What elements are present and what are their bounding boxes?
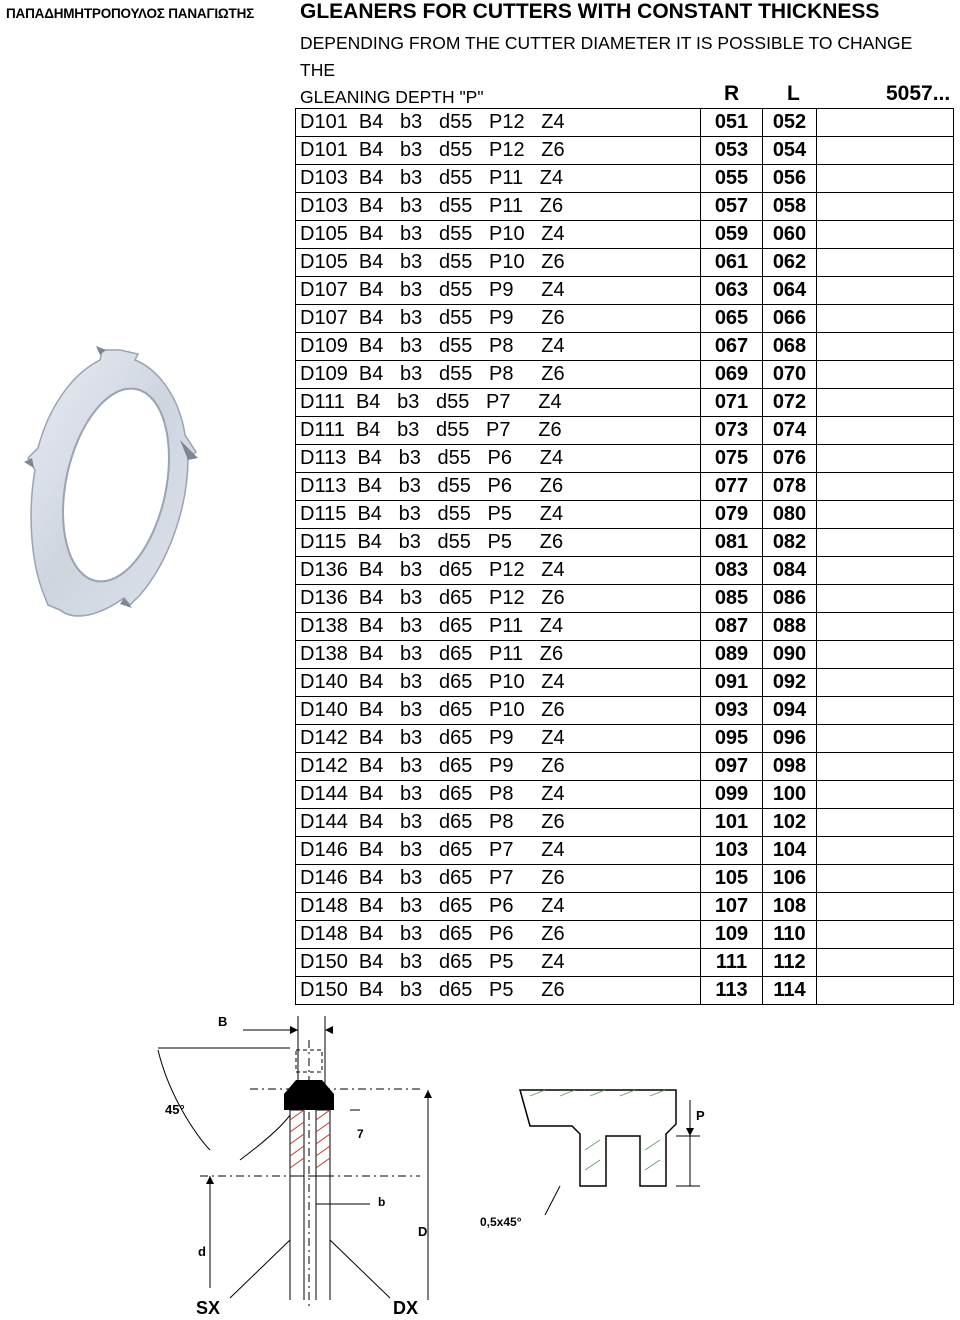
- cell-code-l: 114: [763, 977, 817, 1005]
- table-row: [296, 221, 954, 249]
- cell-code-r: 073: [701, 417, 763, 445]
- cell-code-l: 088: [763, 613, 817, 641]
- cell-blank: [817, 417, 954, 445]
- cell-blank: [817, 445, 954, 473]
- cell-code-l: 104: [763, 837, 817, 865]
- label-d: d: [198, 1244, 206, 1259]
- cell-code-r: 079: [701, 501, 763, 529]
- cell-blank: [817, 921, 954, 949]
- cell-code-l: 098: [763, 753, 817, 781]
- cell-code-l: 072: [763, 389, 817, 417]
- table-row: [296, 305, 954, 333]
- cell-blank: [817, 949, 954, 977]
- cell-desc: D109 B4 b3 d55 P8 Z4: [296, 333, 701, 361]
- cell-code-r: 113: [701, 977, 763, 1005]
- cell-blank: [817, 865, 954, 893]
- cell-code-l: 080: [763, 501, 817, 529]
- table-row: [296, 473, 954, 501]
- cell-desc: D140 B4 b3 d65 P10 Z6: [296, 697, 701, 725]
- cell-code-l: 074: [763, 417, 817, 445]
- label-big-d: D: [418, 1224, 428, 1239]
- cell-code-l: 106: [763, 865, 817, 893]
- cell-code-r: 109: [701, 921, 763, 949]
- cell-code-r: 083: [701, 557, 763, 585]
- cell-desc: D140 B4 b3 d65 P10 Z4: [296, 669, 701, 697]
- table-row: [296, 753, 954, 781]
- subtitle-line-2: GLEANING DEPTH "P": [300, 87, 484, 107]
- cell-code-r: 069: [701, 361, 763, 389]
- page-title: GLEANERS FOR CUTTERS WITH CONSTANT THICKNESS: [300, 0, 880, 23]
- label-b-upper: B: [218, 1014, 228, 1029]
- table-row: [296, 697, 954, 725]
- cell-code-r: 061: [701, 249, 763, 277]
- cell-desc: D142 B4 b3 d65 P9 Z4: [296, 725, 701, 753]
- cell-blank: [817, 389, 954, 417]
- cell-code-r: 095: [701, 725, 763, 753]
- cell-desc: D150 B4 b3 d65 P5 Z4: [296, 949, 701, 977]
- cell-code-r: 053: [701, 137, 763, 165]
- label-dx: DX: [393, 1298, 419, 1318]
- table-row: [296, 613, 954, 641]
- cell-code-r: 075: [701, 445, 763, 473]
- cell-code-l: 108: [763, 893, 817, 921]
- cell-blank: [817, 277, 954, 305]
- subtitle-line-1: DEPENDING FROM THE CUTTER DIAMETER IT IS POSSIBLE TO CHANGE THE: [300, 33, 913, 80]
- table-row: [296, 417, 954, 445]
- cell-code-l: 086: [763, 585, 817, 613]
- table-row: [296, 837, 954, 865]
- cell-blank: [817, 333, 954, 361]
- table-row: [296, 361, 954, 389]
- cell-desc: D113 B4 b3 d55 P6 Z4: [296, 445, 701, 473]
- column-header-l: L: [787, 82, 800, 105]
- cell-desc: D109 B4 b3 d55 P8 Z6: [296, 361, 701, 389]
- label-b-lower: b: [378, 1195, 386, 1209]
- cell-blank: [817, 249, 954, 277]
- cell-code-l: 056: [763, 165, 817, 193]
- label-seven: 7: [357, 1127, 364, 1141]
- cell-code-l: 082: [763, 529, 817, 557]
- table-row: [296, 557, 954, 585]
- cell-blank: [817, 669, 954, 697]
- cell-code-r: 103: [701, 837, 763, 865]
- cell-desc: D103 B4 b3 d55 P11 Z4: [296, 165, 701, 193]
- cell-desc: D103 B4 b3 d55 P11 Z6: [296, 193, 701, 221]
- cell-blank: [817, 221, 954, 249]
- cell-blank: [817, 361, 954, 389]
- table-row: [296, 109, 954, 137]
- cell-blank: [817, 641, 954, 669]
- cell-desc: D101 B4 b3 d55 P12 Z6: [296, 137, 701, 165]
- table-row: [296, 893, 954, 921]
- cell-blank: [817, 809, 954, 837]
- table-row: [296, 389, 954, 417]
- cell-desc: D150 B4 b3 d65 P5 Z6: [296, 977, 701, 1005]
- table-row: [296, 781, 954, 809]
- cell-blank: [817, 613, 954, 641]
- product-table: [295, 108, 954, 1005]
- technical-drawing: [0, 1000, 960, 1320]
- cell-code-l: 064: [763, 277, 817, 305]
- cell-blank: [817, 501, 954, 529]
- cell-desc: D105 B4 b3 d55 P10 Z6: [296, 249, 701, 277]
- cell-desc: D115 B4 b3 d55 P5 Z4: [296, 501, 701, 529]
- table-row: [296, 921, 954, 949]
- cell-code-r: 055: [701, 165, 763, 193]
- cell-code-r: 051: [701, 109, 763, 137]
- cell-blank: [817, 893, 954, 921]
- table-row: [296, 445, 954, 473]
- cell-code-l: 112: [763, 949, 817, 977]
- cell-desc: D136 B4 b3 d65 P12 Z4: [296, 557, 701, 585]
- cell-desc: D115 B4 b3 d55 P5 Z6: [296, 529, 701, 557]
- cell-code-r: 065: [701, 305, 763, 333]
- cell-code-r: 071: [701, 389, 763, 417]
- cell-blank: [817, 529, 954, 557]
- cell-desc: D105 B4 b3 d55 P10 Z4: [296, 221, 701, 249]
- cell-code-l: 092: [763, 669, 817, 697]
- cell-blank: [817, 165, 954, 193]
- cell-blank: [817, 725, 954, 753]
- cell-desc: D146 B4 b3 d65 P7 Z4: [296, 837, 701, 865]
- cell-code-l: 078: [763, 473, 817, 501]
- cell-desc: D107 B4 b3 d55 P9 Z6: [296, 305, 701, 333]
- cell-code-r: 059: [701, 221, 763, 249]
- cell-code-l: 060: [763, 221, 817, 249]
- cell-code-r: 091: [701, 669, 763, 697]
- cell-code-l: 070: [763, 361, 817, 389]
- label-sx: SX: [196, 1298, 221, 1318]
- cell-code-r: 093: [701, 697, 763, 725]
- label-p: P: [696, 1108, 705, 1123]
- cell-code-r: 067: [701, 333, 763, 361]
- cell-blank: [817, 193, 954, 221]
- cell-desc: D136 B4 b3 d65 P12 Z6: [296, 585, 701, 613]
- table-row: [296, 193, 954, 221]
- company-name: ΠΑΠΑΔΗΜΗΤΡΟΠΟΥΛΟΣ ΠΑΝΑΓΙΩΤΗΣ: [6, 6, 255, 21]
- label-45-degrees: 45°: [165, 1102, 185, 1117]
- cell-desc: D113 B4 b3 d55 P6 Z6: [296, 473, 701, 501]
- cell-code-l: 100: [763, 781, 817, 809]
- table-row: [296, 165, 954, 193]
- table-row: [296, 137, 954, 165]
- cell-blank: [817, 753, 954, 781]
- cell-code-r: 089: [701, 641, 763, 669]
- table-row: [296, 585, 954, 613]
- table-row: [296, 949, 954, 977]
- cell-code-l: 066: [763, 305, 817, 333]
- cell-code-l: 062: [763, 249, 817, 277]
- cell-blank: [817, 137, 954, 165]
- gleaner-ring-illustration: [20, 340, 220, 640]
- cell-desc: D148 B4 b3 d65 P6 Z4: [296, 893, 701, 921]
- cell-desc: D111 B4 b3 d55 P7 Z6: [296, 417, 701, 445]
- cell-code-r: 105: [701, 865, 763, 893]
- cell-desc: D146 B4 b3 d65 P7 Z6: [296, 865, 701, 893]
- table-row: [296, 277, 954, 305]
- cell-desc: D144 B4 b3 d65 P8 Z6: [296, 809, 701, 837]
- table-row: [296, 249, 954, 277]
- table-row: [296, 529, 954, 557]
- table-row: [296, 725, 954, 753]
- cell-code-l: 058: [763, 193, 817, 221]
- cell-code-l: 094: [763, 697, 817, 725]
- column-header-code: 5057...: [886, 82, 951, 105]
- cell-blank: [817, 697, 954, 725]
- table-row: [296, 809, 954, 837]
- cell-code-l: 052: [763, 109, 817, 137]
- cell-code-r: 099: [701, 781, 763, 809]
- cell-code-l: 110: [763, 921, 817, 949]
- product-table-body: [296, 109, 954, 1005]
- cell-code-r: 111: [701, 949, 763, 977]
- cell-desc: D107 B4 b3 d55 P9 Z4: [296, 277, 701, 305]
- cell-blank: [817, 109, 954, 137]
- cell-code-r: 087: [701, 613, 763, 641]
- table-row: [296, 333, 954, 361]
- cell-code-r: 081: [701, 529, 763, 557]
- cell-code-l: 068: [763, 333, 817, 361]
- table-row: [296, 501, 954, 529]
- cell-blank: [817, 585, 954, 613]
- table-row: [296, 669, 954, 697]
- cell-desc: D101 B4 b3 d55 P12 Z4: [296, 109, 701, 137]
- cell-code-r: 057: [701, 193, 763, 221]
- cell-code-r: 077: [701, 473, 763, 501]
- page-subtitle: [300, 30, 940, 111]
- cell-desc: D144 B4 b3 d65 P8 Z4: [296, 781, 701, 809]
- cell-code-l: 084: [763, 557, 817, 585]
- table-row: [296, 641, 954, 669]
- cell-code-r: 097: [701, 753, 763, 781]
- table-row: [296, 865, 954, 893]
- cell-blank: [817, 305, 954, 333]
- cell-desc: D138 B4 b3 d65 P11 Z4: [296, 613, 701, 641]
- cell-desc: D138 B4 b3 d65 P11 Z6: [296, 641, 701, 669]
- cell-desc: D111 B4 b3 d55 P7 Z4: [296, 389, 701, 417]
- column-header-r: R: [724, 82, 740, 105]
- cell-blank: [817, 473, 954, 501]
- cell-code-l: 076: [763, 445, 817, 473]
- cell-code-r: 085: [701, 585, 763, 613]
- cell-code-r: 101: [701, 809, 763, 837]
- cell-desc: D148 B4 b3 d65 P6 Z6: [296, 921, 701, 949]
- label-chamfer: 0,5x45°: [480, 1215, 522, 1229]
- cell-blank: [817, 837, 954, 865]
- cell-code-r: 063: [701, 277, 763, 305]
- cell-code-r: 107: [701, 893, 763, 921]
- cell-blank: [817, 781, 954, 809]
- cell-code-l: 090: [763, 641, 817, 669]
- cell-code-l: 102: [763, 809, 817, 837]
- cell-desc: D142 B4 b3 d65 P9 Z6: [296, 753, 701, 781]
- cell-code-l: 054: [763, 137, 817, 165]
- cell-blank: [817, 557, 954, 585]
- cell-code-l: 096: [763, 725, 817, 753]
